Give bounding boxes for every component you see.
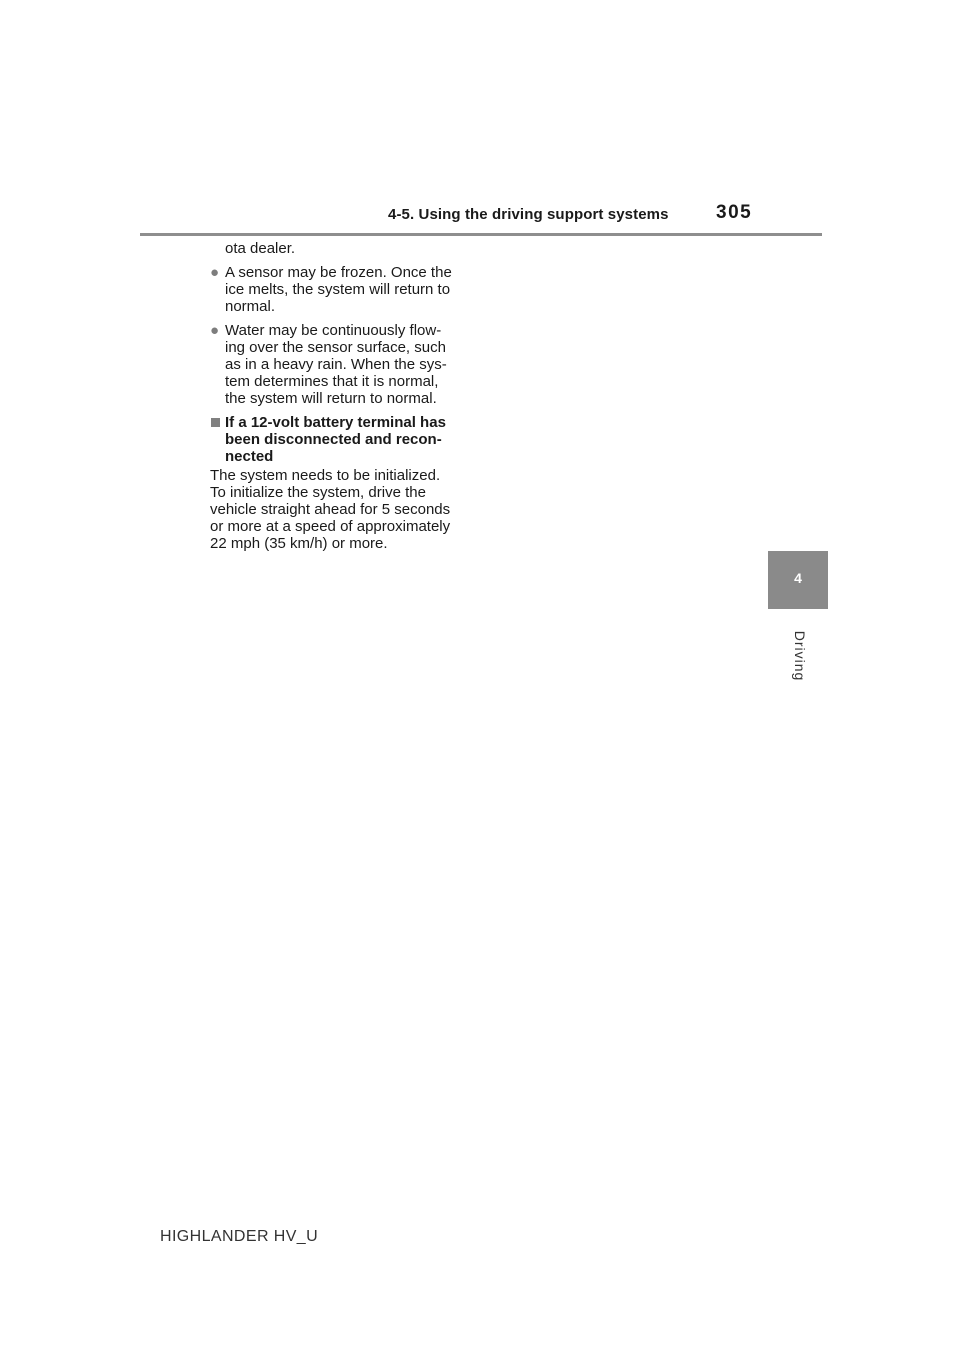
paragraph-line: or more at a speed of approximately (210, 518, 451, 535)
bullet-text-line: the system will return to normal. (225, 390, 437, 407)
bullet-text-line: normal. (225, 298, 276, 315)
heading-line: nected (225, 448, 274, 465)
footer-model-name: HIGHLANDER HV_U (160, 1228, 319, 1245)
chapter-number: 4 (794, 570, 802, 586)
bullet-text-line: tem determines that it is normal, (225, 373, 439, 390)
paragraph-line: vehicle straight ahead for 5 seconds (210, 501, 451, 518)
paragraph-line: The system needs to be initialized. (210, 467, 441, 484)
chapter-label: Driving (792, 630, 808, 682)
main-text-column (210, 240, 468, 552)
bullet-text-line: A sensor may be frozen. Once the (225, 264, 452, 281)
filled-circle-bullet-icon: ● (210, 322, 220, 339)
heading-line: been disconnected and recon- (225, 431, 442, 448)
bullet-item (210, 264, 468, 315)
bullet-text-line: as in a heavy rain. When the sys- (225, 356, 447, 373)
section-title: 4-5. Using the driving support systems (388, 206, 669, 223)
heading-line: If a 12-volt battery terminal has (225, 414, 446, 431)
paragraph-line: To initialize the system, drive the (210, 484, 426, 501)
chapter-tab (768, 551, 828, 609)
filled-circle-bullet-icon: ● (210, 264, 220, 281)
bullet-item (210, 322, 468, 407)
body-paragraph (210, 467, 468, 552)
page-header (140, 196, 822, 236)
continuation-text: ota dealer. (225, 240, 296, 257)
filled-square-icon (211, 418, 220, 427)
bullet-text-line: ing over the sensor surface, such (225, 339, 446, 356)
bullet-text-line: Water may be continuously flow- (225, 322, 442, 339)
header-divider (140, 233, 822, 236)
subsection-heading (210, 414, 468, 465)
bullet-text-line: ice melts, the system will return to (225, 281, 451, 298)
page-number: 305 (716, 202, 753, 223)
paragraph-line: 22 mph (35 km/h) or more. (210, 535, 388, 552)
